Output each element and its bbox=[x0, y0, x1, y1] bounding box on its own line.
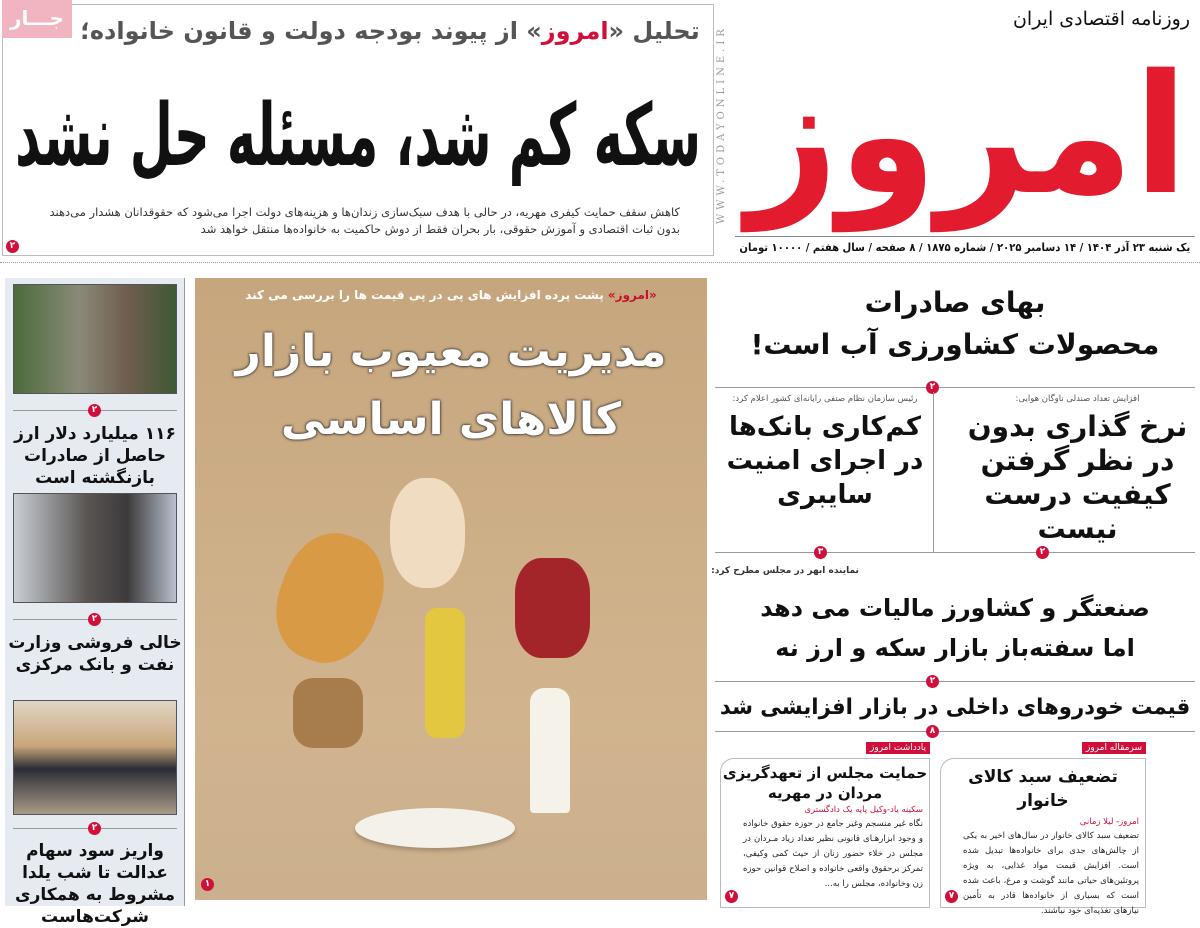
headline-line: محصولات کشاورزی آب است! bbox=[750, 328, 1160, 361]
dateline: یک شنبه ۲۳ آذر ۱۴۰۴ / ۱۴ دسامبر ۲۰۲۵ / شماره ۱۸۷۵ / ۸ صفحه / سال هفتم / ۱۰۰۰۰ تومان bbox=[735, 236, 1195, 256]
title-line: مدیریت معیوب بازار bbox=[235, 326, 667, 377]
kicker-suffix: » از پیوند بودجه دولت و قانون خانواده؛ bbox=[80, 17, 542, 45]
page-number: ۲ bbox=[88, 822, 101, 835]
page-number: ۷ bbox=[945, 890, 958, 903]
box-headline[interactable]: کم‌کاری بانک‌ها در اجرای امنیت سایبری bbox=[726, 412, 924, 510]
kicker-text: پشت پرده افزایش های پی در پی قیمت ها را بررسی می کند bbox=[245, 288, 608, 302]
newspaper-logo: امروز bbox=[746, 39, 1188, 231]
tagline: روزنامه اقتصادی ایران bbox=[1012, 8, 1190, 30]
section-tag: جـــار bbox=[2, 0, 72, 38]
note-author: سکینه یاد-وکیل پایه یک دادگستری bbox=[804, 805, 923, 815]
page-number: ۱ bbox=[201, 878, 214, 891]
box-kicker: رئیس سازمان نظام صنفی رایانه‌ای کشور اعلام کرد: bbox=[732, 394, 918, 404]
rice-sack-illustration bbox=[293, 678, 363, 748]
page-number: ۳ bbox=[814, 546, 827, 559]
chicken-illustration bbox=[390, 478, 465, 588]
lead-summary: کاهش سقف حمایت کیفری مهریه، در حالی با هدف سبک‌سازی زندان‌ها و هزینه‌های دولت اجرا می‌شود که حقوقدانان هشدار می‌دهند بدون ثبات اقتصادی و آموزش حقوقی، بار بحران فقط از دوش حاکمیت به خانواده‌ها منتقل خواهد شد bbox=[49, 205, 680, 236]
bread-illustration bbox=[261, 520, 399, 676]
kicker-brand: «امروز» bbox=[607, 288, 657, 302]
portrait-photo bbox=[13, 284, 177, 394]
page-number: ۲ bbox=[88, 404, 101, 417]
page-number: ۲ bbox=[88, 613, 101, 626]
page-number: ۷ bbox=[725, 890, 738, 903]
feature-image bbox=[195, 278, 707, 900]
box-headline[interactable]: نرخ گذاری بدون در نظر گرفتن کیفیت درست نیست bbox=[967, 410, 1188, 545]
top-headline[interactable] bbox=[715, 282, 1195, 366]
note-box[interactable] bbox=[720, 743, 930, 908]
page-number: ۲ bbox=[926, 675, 939, 688]
feature-title[interactable] bbox=[195, 318, 707, 454]
note-body: نگاه غیر منسجم وغیر جامع در حوزه حقوق خانواده و وجود ابزارهـای قانونی نظیر تعداد زیاد مـردان در مجلس در خلاء حضور زنان از حیث کمی وکیفی، تمرکز برحقوق واقعی خانواده و اصلاح قوانین حوزه زن وخانواده، مجلس را به... bbox=[743, 819, 923, 889]
editorial-title: تضعیف سبد کالای خانوار bbox=[968, 767, 1118, 811]
note-title: حمایت مجلس از تعهدگریزی مردان در مهریه bbox=[722, 764, 928, 802]
headline-line: بهای صادرات bbox=[864, 286, 1046, 319]
cars-headline[interactable]: قیمت خودروهای داخلی در بازار افزایشی شد bbox=[719, 695, 1191, 720]
page-number: ۸ bbox=[926, 725, 939, 738]
meat-illustration bbox=[515, 558, 590, 658]
left-column bbox=[5, 278, 185, 927]
feature-kicker bbox=[195, 288, 707, 302]
mid-kicker: نماینده ابهر در مجلس مطرح کرد: bbox=[711, 566, 859, 576]
left-headline[interactable]: خالی فروشی وزارت نفت و بانک مرکزی bbox=[8, 633, 182, 675]
title-line: کالاهای اساسی bbox=[280, 394, 622, 445]
website-url: WWW.TODAYONLINE.IR bbox=[716, 25, 727, 225]
official-photo bbox=[13, 493, 177, 603]
page-number: ۲ bbox=[926, 381, 939, 394]
kicker-prefix: تحلیل « bbox=[608, 17, 700, 45]
lead-kicker bbox=[80, 14, 700, 48]
plate-illustration bbox=[355, 808, 515, 848]
editorial-body: تضعیف سبد کالای خانوار در سال‌های اخیر به یکی از چالش‌های جدی برای خانواده‌ها تبدیل شده است. افزایش قیمت مواد غذایی، به ویژه پروتئین‌های حیاتی مانند گوشت و مرغ، باعث شده است که بسیاری از خانواده‌ها قادر به تأمین نیازهای تغذیه‌ای خود نباشند. bbox=[963, 831, 1139, 916]
page-number: ۲ bbox=[1036, 546, 1049, 559]
lead-headline[interactable]: سکه کم شد، مسئله حل نشد bbox=[14, 86, 701, 186]
page-number: ۲ bbox=[6, 240, 19, 253]
headline-line: صنعتگر و کشاورز مالیات می دهد bbox=[760, 594, 1150, 622]
milk-bottle-illustration bbox=[530, 688, 570, 813]
headline-line: اما سفته‌باز بازار سکه و ارز نه bbox=[775, 634, 1135, 662]
editorial-box[interactable] bbox=[940, 743, 1146, 916]
oil-bottle-illustration bbox=[425, 608, 465, 738]
left-headline[interactable]: واریز سود سهام عدالت تا شب یلدا مشروط به همکاری شرکت‌هاست bbox=[15, 841, 175, 927]
official-photo bbox=[13, 700, 177, 815]
kicker-brand: امروز bbox=[541, 17, 609, 45]
editorial-label: سرمقاله امروز bbox=[1082, 742, 1146, 754]
box-kicker: افزایش تعداد صندلی ناوگان هوایی: bbox=[1015, 394, 1140, 404]
note-label: یادداشت امروز bbox=[866, 742, 930, 754]
mid-headline[interactable] bbox=[715, 588, 1195, 668]
editorial-author: امروز- لیلا زمانی bbox=[1079, 817, 1139, 827]
left-headline[interactable]: ۱۱۶ میلیارد دلار ارز حاصل از صادرات بازنگشته است bbox=[14, 424, 176, 488]
